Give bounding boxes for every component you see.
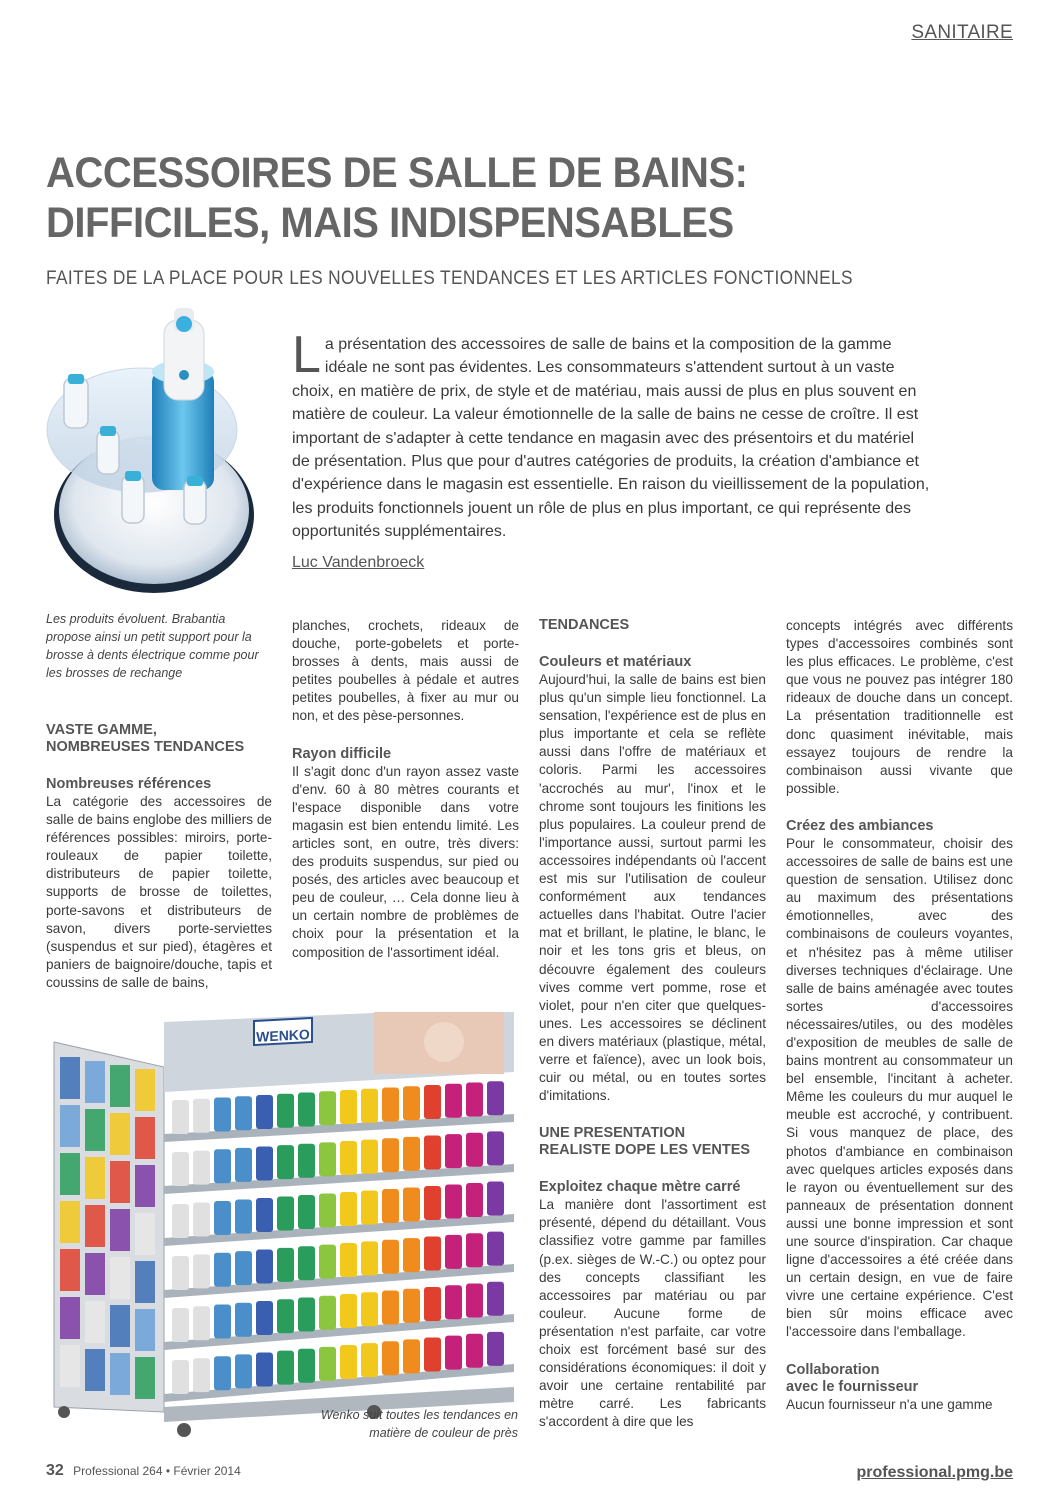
display-product: [319, 1194, 336, 1228]
display-product: [277, 1351, 294, 1385]
display-product: [403, 1238, 420, 1272]
display-product: [277, 1094, 294, 1128]
paragraph: Aujourd'hui, la salle de bains est bien plus qu'un simple lieu fonctionnel. La sensation, l'expérience est de plus en plus importante et cela se reflète aussi dans l'offre de matériaux et coloris. Parmi les accessoires 'accrochés au mur', l'inox et le chrome sont toujours les finitions les plus populaires. La couleur prend de l'importance aussi, surtout parmi les accessoires indépendants où l'accent est mis sur l'utilisation de couleur conformément aux tendances actuelles dans l'habitat. Outre l'acier mat et brillant, le platine, le blanc, le noir et les tons gris et bleus, on découvre également des couleurs vives comme vert pomme, rose et violet, pour n'en citer que quelques-unes. Les accessoires se déclinent en divers matériaux (plastique, métal, verre et faïence), avec un look bois, cuir ou métal, ou en toutes sortes d'imitations.: [539, 672, 766, 1104]
hanging-product: [135, 1213, 155, 1255]
page-number: 32: [46, 1462, 64, 1479]
display-product: [319, 1296, 336, 1330]
subheading-collaboration: Collaboration avec le fournisseur: [786, 1361, 919, 1395]
paragraph: La manière dont l'assortiment est présenté, dépend du détaillant. Vous classifiez votre gamme par familles (p.ex. sièges de W.-C.) ou optez pour des concepts classifiant les accessoires par matériau ou par couleur. Aucune forme de présentation n'est parfaite, car votre choix est forcément basé sur des considérations économiques: il doit y avoir une certaine rentabilité par mètre carré. Les fabricants s'accordent à dire que les: [539, 1197, 766, 1430]
display-product: [172, 1360, 189, 1394]
display-product: [235, 1354, 252, 1388]
column-1: [46, 722, 272, 992]
display-product: [424, 1085, 441, 1119]
subheading-rayon-difficile: Rayon difficile: [292, 745, 392, 762]
title-line-1: ACCESSOIRES DE SALLE DE BAINS:: [46, 149, 748, 197]
hanging-product: [85, 1061, 105, 1103]
display-product: [487, 1131, 504, 1165]
title-line-2: DIFFICILES, MAIS INDISPENSABLES: [46, 199, 734, 247]
display-product: [214, 1253, 231, 1287]
hanging-product: [135, 1261, 155, 1303]
display-product: [235, 1251, 252, 1285]
hanging-product: [110, 1161, 130, 1203]
hanging-product: [110, 1113, 130, 1155]
display-product: [319, 1091, 336, 1125]
heading-tendances: TENDANCES: [539, 617, 630, 633]
display-product: [256, 1301, 273, 1335]
display-product: [235, 1096, 252, 1130]
hanging-product: [60, 1105, 80, 1147]
hanging-product: [85, 1205, 105, 1247]
paragraph: Pour le consommateur, choisir des accessoires de salle de bains est une question de sensation. Utilisez donc au maximum des présentations émotionnelles, avec des combinaisons de couleurs voyantes, et n'hésitez pas à même utiliser diverses techniques d'éclairage. Une salle de bains aménagée avec toutes sortes d'accessoires nécessaires/utiles, ou des modèles d'exposition de meubles de salle de bains montrent au consommateur un bel ensemble, l'incitant à acheter. Même les couleurs du mur auquel le meuble est accroché, y contribuent. Si vous manquez de place, des photos d'ambiance en combinaison avec quelques articles exposés dans le rayon ou éventuellement sur des panneaux de présentation donnent aussi une bonne impression et sont une source d'inspiration. Car chaque ligne d'accessoires a été créée dans un certain design, en vue de faire vivre une certaine expérience. C'est bien sûr moins efficace avec l'accessoire dans l'emballage.: [786, 835, 1013, 1340]
display-product: [487, 1081, 504, 1115]
display-product: [445, 1235, 462, 1269]
intro-dropcap: L: [292, 326, 321, 384]
hanging-product: [110, 1353, 130, 1395]
display-product: [382, 1189, 399, 1223]
display-product: [193, 1306, 210, 1340]
hanging-product: [60, 1057, 80, 1099]
paragraph: planches, crochets, rideaux de douche, porte-gobelets et porte-brosses à dents, mais aussi de petites poubelles à pédale et autres petites poubelles, à fixer au mur ou non, et des pèse-personnes.: [292, 618, 519, 724]
heading-vaste-gamme: VASTE GAMME, NOMBREUSES TENDANCES: [46, 722, 245, 755]
display-product: [340, 1345, 357, 1379]
display-product: [214, 1149, 231, 1183]
display-product: [193, 1151, 210, 1185]
display-product: [424, 1338, 441, 1372]
paragraph: Aucun fournisseur n'a une gamme: [786, 1396, 993, 1412]
display-product: [403, 1137, 420, 1171]
display-product: [466, 1284, 483, 1318]
display-product: [172, 1308, 189, 1342]
display-product: [487, 1182, 504, 1216]
display-product: [466, 1233, 483, 1267]
column-3: [539, 617, 766, 1431]
display-product: [424, 1237, 441, 1271]
display-product: [361, 1191, 378, 1225]
display-product: [277, 1145, 294, 1179]
display-product: [340, 1192, 357, 1226]
hanging-product: [135, 1165, 155, 1207]
display-product: [319, 1347, 336, 1381]
display-product: [445, 1084, 462, 1118]
hanging-product: [85, 1253, 105, 1295]
display-product: [340, 1141, 357, 1175]
caption-toothbrush-holder: Les produits évoluent. Brabantia propose ainsi un petit support pour la brosse à dents électrique comme pour les brosses de rechange: [46, 612, 259, 680]
display-product: [361, 1140, 378, 1174]
hanging-product: [60, 1201, 80, 1243]
column-2: [292, 617, 519, 962]
display-product: [424, 1186, 441, 1220]
display-product: [256, 1198, 273, 1232]
paragraph: Il s'agit donc d'un rayon assez vaste d'env. 60 à 80 mètres courants et l'espace disponible dans votre magasin est bien entendu limité. Les articles sont, en outre, très divers: des produits suspendus, sur pied ou posés, des articles avec beaucoup et peu de couleur, … Cela donne lieu à un certain nombre de problèmes de choix pour la présentation et la composition de l'assortiment idéal.: [292, 763, 519, 960]
hanging-product: [110, 1209, 130, 1251]
display-product: [298, 1093, 315, 1127]
hanging-product: [135, 1309, 155, 1351]
display-product: [193, 1099, 210, 1133]
display-product: [172, 1100, 189, 1134]
footer-website-link[interactable]: professional.pmg.be: [856, 1464, 1013, 1481]
display-product: [361, 1089, 378, 1123]
hanging-product: [135, 1069, 155, 1111]
display-product: [424, 1136, 441, 1170]
display-product: [298, 1246, 315, 1280]
display-product: [487, 1332, 504, 1366]
display-product: [466, 1133, 483, 1167]
footer-issue: [46, 1462, 241, 1480]
hanging-product: [110, 1257, 130, 1299]
hanging-product: [110, 1065, 130, 1107]
display-product: [298, 1349, 315, 1383]
display-product: [172, 1256, 189, 1290]
display-product: [382, 1341, 399, 1375]
display-product: [340, 1090, 357, 1124]
subheading-nombreuses-references: Nombreuses références: [46, 776, 212, 792]
hanging-product: [60, 1153, 80, 1195]
toothbrush-holder-photo: [42, 300, 267, 600]
intro-text: a présentation des accessoires de salle de bains et la composition de la gamme idéale ne sont pas évidentes. Les consommateurs s'attendent surtout à un vaste choix, en matière de prix, de style et de matériau, mais aussi de plus en plus souvent en matière de couleur. La valeur émotionnelle de la salle de bains ne cesse de croître. Il est important de s'adapter à cette tendance en magasin avec des présentoirs et du matériel de présentation. Plus que pour d'autres catégories de produits, la création d'ambiance et d'expérience dans le magasin est essentielle. En raison du vieillissement de la population, les produits fonctionnels jouent un rôle de plus en plus important, ce qui représente des opportunités supplémentaires.: [292, 336, 930, 541]
hanging-product: [60, 1297, 80, 1339]
author-link[interactable]: Luc Vandenbroeck: [292, 554, 425, 571]
caption-wenko-display: Wenko suit toutes les tendances en matière de couleur de près: [320, 1408, 518, 1440]
display-product: [445, 1285, 462, 1319]
display-product: [403, 1339, 420, 1373]
display-product: [382, 1291, 399, 1325]
display-product: [466, 1334, 483, 1368]
display-product: [298, 1298, 315, 1332]
display-product: [340, 1243, 357, 1277]
display-product: [403, 1086, 420, 1120]
issue-info: Professional 264 • Février 2014: [73, 1464, 241, 1478]
hanging-product: [135, 1117, 155, 1159]
display-product: [256, 1147, 273, 1181]
paragraph: La catégorie des accessoires de salle de bains englobe des milliers de références possibles: miroirs, porte-rouleaux de papier toilette, distributeurs de papier toilette, supports de brosse de toilettes, porte-savons et distributeurs de savon, divers porte-serviettes (suspendus et sur pied), étagères et paniers de baignoire/douche, tapis et coussins de salle de bains,: [46, 794, 272, 990]
display-product: [256, 1353, 273, 1387]
display-product: [319, 1142, 336, 1176]
display-product: [277, 1197, 294, 1231]
display-product: [487, 1232, 504, 1266]
intro-paragraph: [292, 326, 932, 544]
subheading-exploitez: Exploitez chaque mètre carré: [539, 1179, 741, 1196]
display-product: [445, 1336, 462, 1370]
display-product: [298, 1195, 315, 1229]
section-tag: SANITAIRE: [911, 22, 1013, 43]
article-title: [46, 148, 939, 248]
display-product: [214, 1098, 231, 1132]
wenko-display-photo: [44, 1012, 524, 1442]
display-product: [256, 1095, 273, 1129]
hanging-product: [60, 1345, 80, 1387]
article-subtitle: FAITES DE LA PLACE POUR LES NOUVELLES TENDANCES ET LES ARTICLES FONCTIONNELS: [46, 268, 853, 289]
hanging-product: [110, 1305, 130, 1347]
display-product: [298, 1144, 315, 1178]
display-product: [277, 1299, 294, 1333]
hanging-product: [85, 1109, 105, 1151]
hanging-product: [60, 1249, 80, 1291]
display-product: [382, 1138, 399, 1172]
display-product: [403, 1188, 420, 1222]
subheading-couleurs-materiaux: Couleurs et matériaux: [539, 654, 692, 670]
display-product: [193, 1254, 210, 1288]
display-product: [193, 1203, 210, 1237]
display-product: [214, 1305, 231, 1339]
display-product: [172, 1204, 189, 1238]
display-product: [445, 1185, 462, 1219]
subheading-creez-ambiances: Créez des ambiances: [786, 817, 934, 834]
display-product: [256, 1250, 273, 1284]
display-product: [487, 1282, 504, 1316]
column-4: [786, 617, 1013, 1414]
display-product: [235, 1303, 252, 1337]
display-product: [319, 1245, 336, 1279]
heading-presentation-realiste: UNE PRESENTATION REALISTE DOPE LES VENTES: [539, 1125, 751, 1159]
paragraph: concepts intégrés avec différents types d'accessoires combinés sont les plus efficaces. Le problème, c'est que vous ne pouvez pas intégrer 180 rideaux de douche dans un concept. La présentation traditionnelle est donc quasiment inévitable, mais essayez toujours de rendre la combinaison aussi vivante que possible.: [786, 618, 1013, 796]
display-product: [214, 1356, 231, 1390]
display-product: [361, 1343, 378, 1377]
display-product: [466, 1183, 483, 1217]
display-product: [361, 1292, 378, 1326]
display-product: [235, 1148, 252, 1182]
display-product: [424, 1287, 441, 1321]
hanging-product: [85, 1157, 105, 1199]
display-product: [382, 1240, 399, 1274]
hanging-product: [135, 1357, 155, 1399]
hanging-product: [85, 1301, 105, 1343]
display-product: [340, 1294, 357, 1328]
display-product: [172, 1152, 189, 1186]
display-product: [445, 1134, 462, 1168]
hanging-product: [85, 1349, 105, 1391]
wenko-logo-text: WENKO: [256, 1026, 310, 1045]
display-product: [277, 1248, 294, 1282]
display-product: [466, 1083, 483, 1117]
display-product: [235, 1200, 252, 1234]
display-product: [361, 1241, 378, 1275]
display-product: [214, 1201, 231, 1235]
display-product: [403, 1289, 420, 1323]
display-product: [193, 1358, 210, 1392]
display-product: [382, 1088, 399, 1122]
